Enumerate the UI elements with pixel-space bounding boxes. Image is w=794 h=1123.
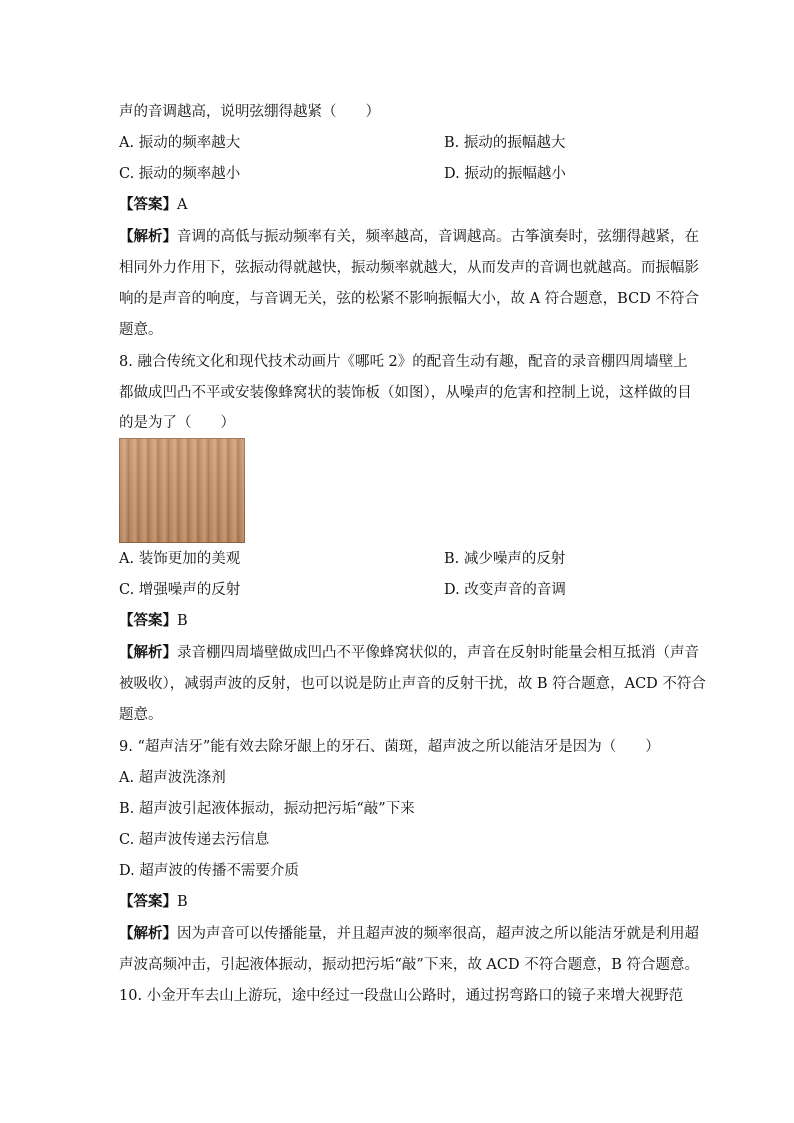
q9-option-d: D. 超声波的传播不需要介质 xyxy=(119,863,299,879)
q7-option-b: B. 振动的振幅越大 xyxy=(444,135,566,151)
q9-analysis-line-2: 声波高频冲击，引起液体振动，振动把污垢“敲”下来，故 ACD 不符合题意，B 符合题意。 xyxy=(119,957,699,973)
q8-analysis-line-1 xyxy=(119,643,699,663)
analysis-tag: 【解析】 xyxy=(119,925,177,942)
q9-analysis-line-1 xyxy=(119,924,699,944)
analysis-text: 音调的高低与振动频率有关，频率越高，音调越高。古筝演奏时，弦绷得越紧，在 xyxy=(177,229,699,245)
answer-tag: 【答案】 xyxy=(119,893,177,910)
q8-stem-line-2: 都做成凹凸不平或安装像蜂窝状的装饰板（如图），从噪声的危害和控制上说，这样做的目 xyxy=(119,385,692,401)
q7-option-c: C. 振动的频率越小 xyxy=(119,166,241,182)
analysis-tag: 【解析】 xyxy=(119,644,177,661)
q7-analysis-line-1 xyxy=(119,227,699,247)
q8-stem-line-1: 8. 融合传统文化和现代技术动画片《哪吒 2》的配音生动有趣，配音的录音棚四周墙壁上 xyxy=(119,354,688,370)
q9-stem: 9. “超声洁牙”能有效去除牙龈上的牙石、菌斑，超声波之所以能洁牙是因为（ ） xyxy=(119,739,660,755)
q8-stem-line-3: 的是为了（ ） xyxy=(119,415,235,431)
answer-value: B xyxy=(177,894,188,910)
q10-stem: 10. 小金开车去山上游玩，途中经过一段盘山公路时，通过拐弯路口的镜子来增大视野范 xyxy=(119,988,684,1004)
q7-analysis-line-4: 题意。 xyxy=(119,322,163,338)
answer-value: A xyxy=(177,197,188,213)
q9-option-b: B. 超声波引起液体振动，振动把污垢“敲”下来 xyxy=(119,801,415,817)
q8-option-a: A. 装饰更加的美观 xyxy=(119,551,241,567)
q8-option-c: C. 增强噪声的反射 xyxy=(119,582,241,598)
q9-answer xyxy=(119,892,188,912)
q8-option-d: D. 改变声音的音调 xyxy=(444,582,566,598)
q8-answer xyxy=(119,611,188,631)
q8-analysis-line-2: 被吸收），减弱声波的反射，也可以说是防止声音的反射干扰，故 B 符合题意，ACD 不符合 xyxy=(119,676,706,692)
q7-analysis-line-2: 相同外力作用下，弦振动得就越快，振动频率就越大，从而发声的音调也就越高。而振幅影 xyxy=(119,260,699,276)
acoustic-panel-image xyxy=(119,438,245,543)
analysis-text: 因为声音可以传播能量，并且超声波的频率很高，超声波之所以能洁牙就是利用超 xyxy=(177,926,699,942)
q9-option-a: A. 超声波洗涤剂 xyxy=(119,770,226,786)
q9-option-c: C. 超声波传递去污信息 xyxy=(119,832,270,848)
q7-option-d: D. 振动的振幅越小 xyxy=(444,166,566,182)
q8-analysis-line-3: 题意。 xyxy=(119,707,163,723)
answer-tag: 【答案】 xyxy=(119,612,177,629)
q7-analysis-line-3: 响的是声音的响度，与音调无关，弦的松紧不影响振幅大小，故 A 符合题意，BCD 不符合 xyxy=(119,291,699,307)
answer-tag: 【答案】 xyxy=(119,196,177,213)
analysis-tag: 【解析】 xyxy=(119,228,177,245)
q8-option-b: B. 减少噪声的反射 xyxy=(444,551,566,567)
q7-option-a: A. 振动的频率越大 xyxy=(119,135,241,151)
q7-stem: 声的音调越高，说明弦绷得越紧（ ） xyxy=(119,104,380,120)
answer-value: B xyxy=(177,613,188,629)
analysis-text: 录音棚四周墙壁做成凹凸不平像蜂窝状似的，声音在反射时能量会相互抵消（声音 xyxy=(177,645,699,661)
q7-answer xyxy=(119,195,187,215)
